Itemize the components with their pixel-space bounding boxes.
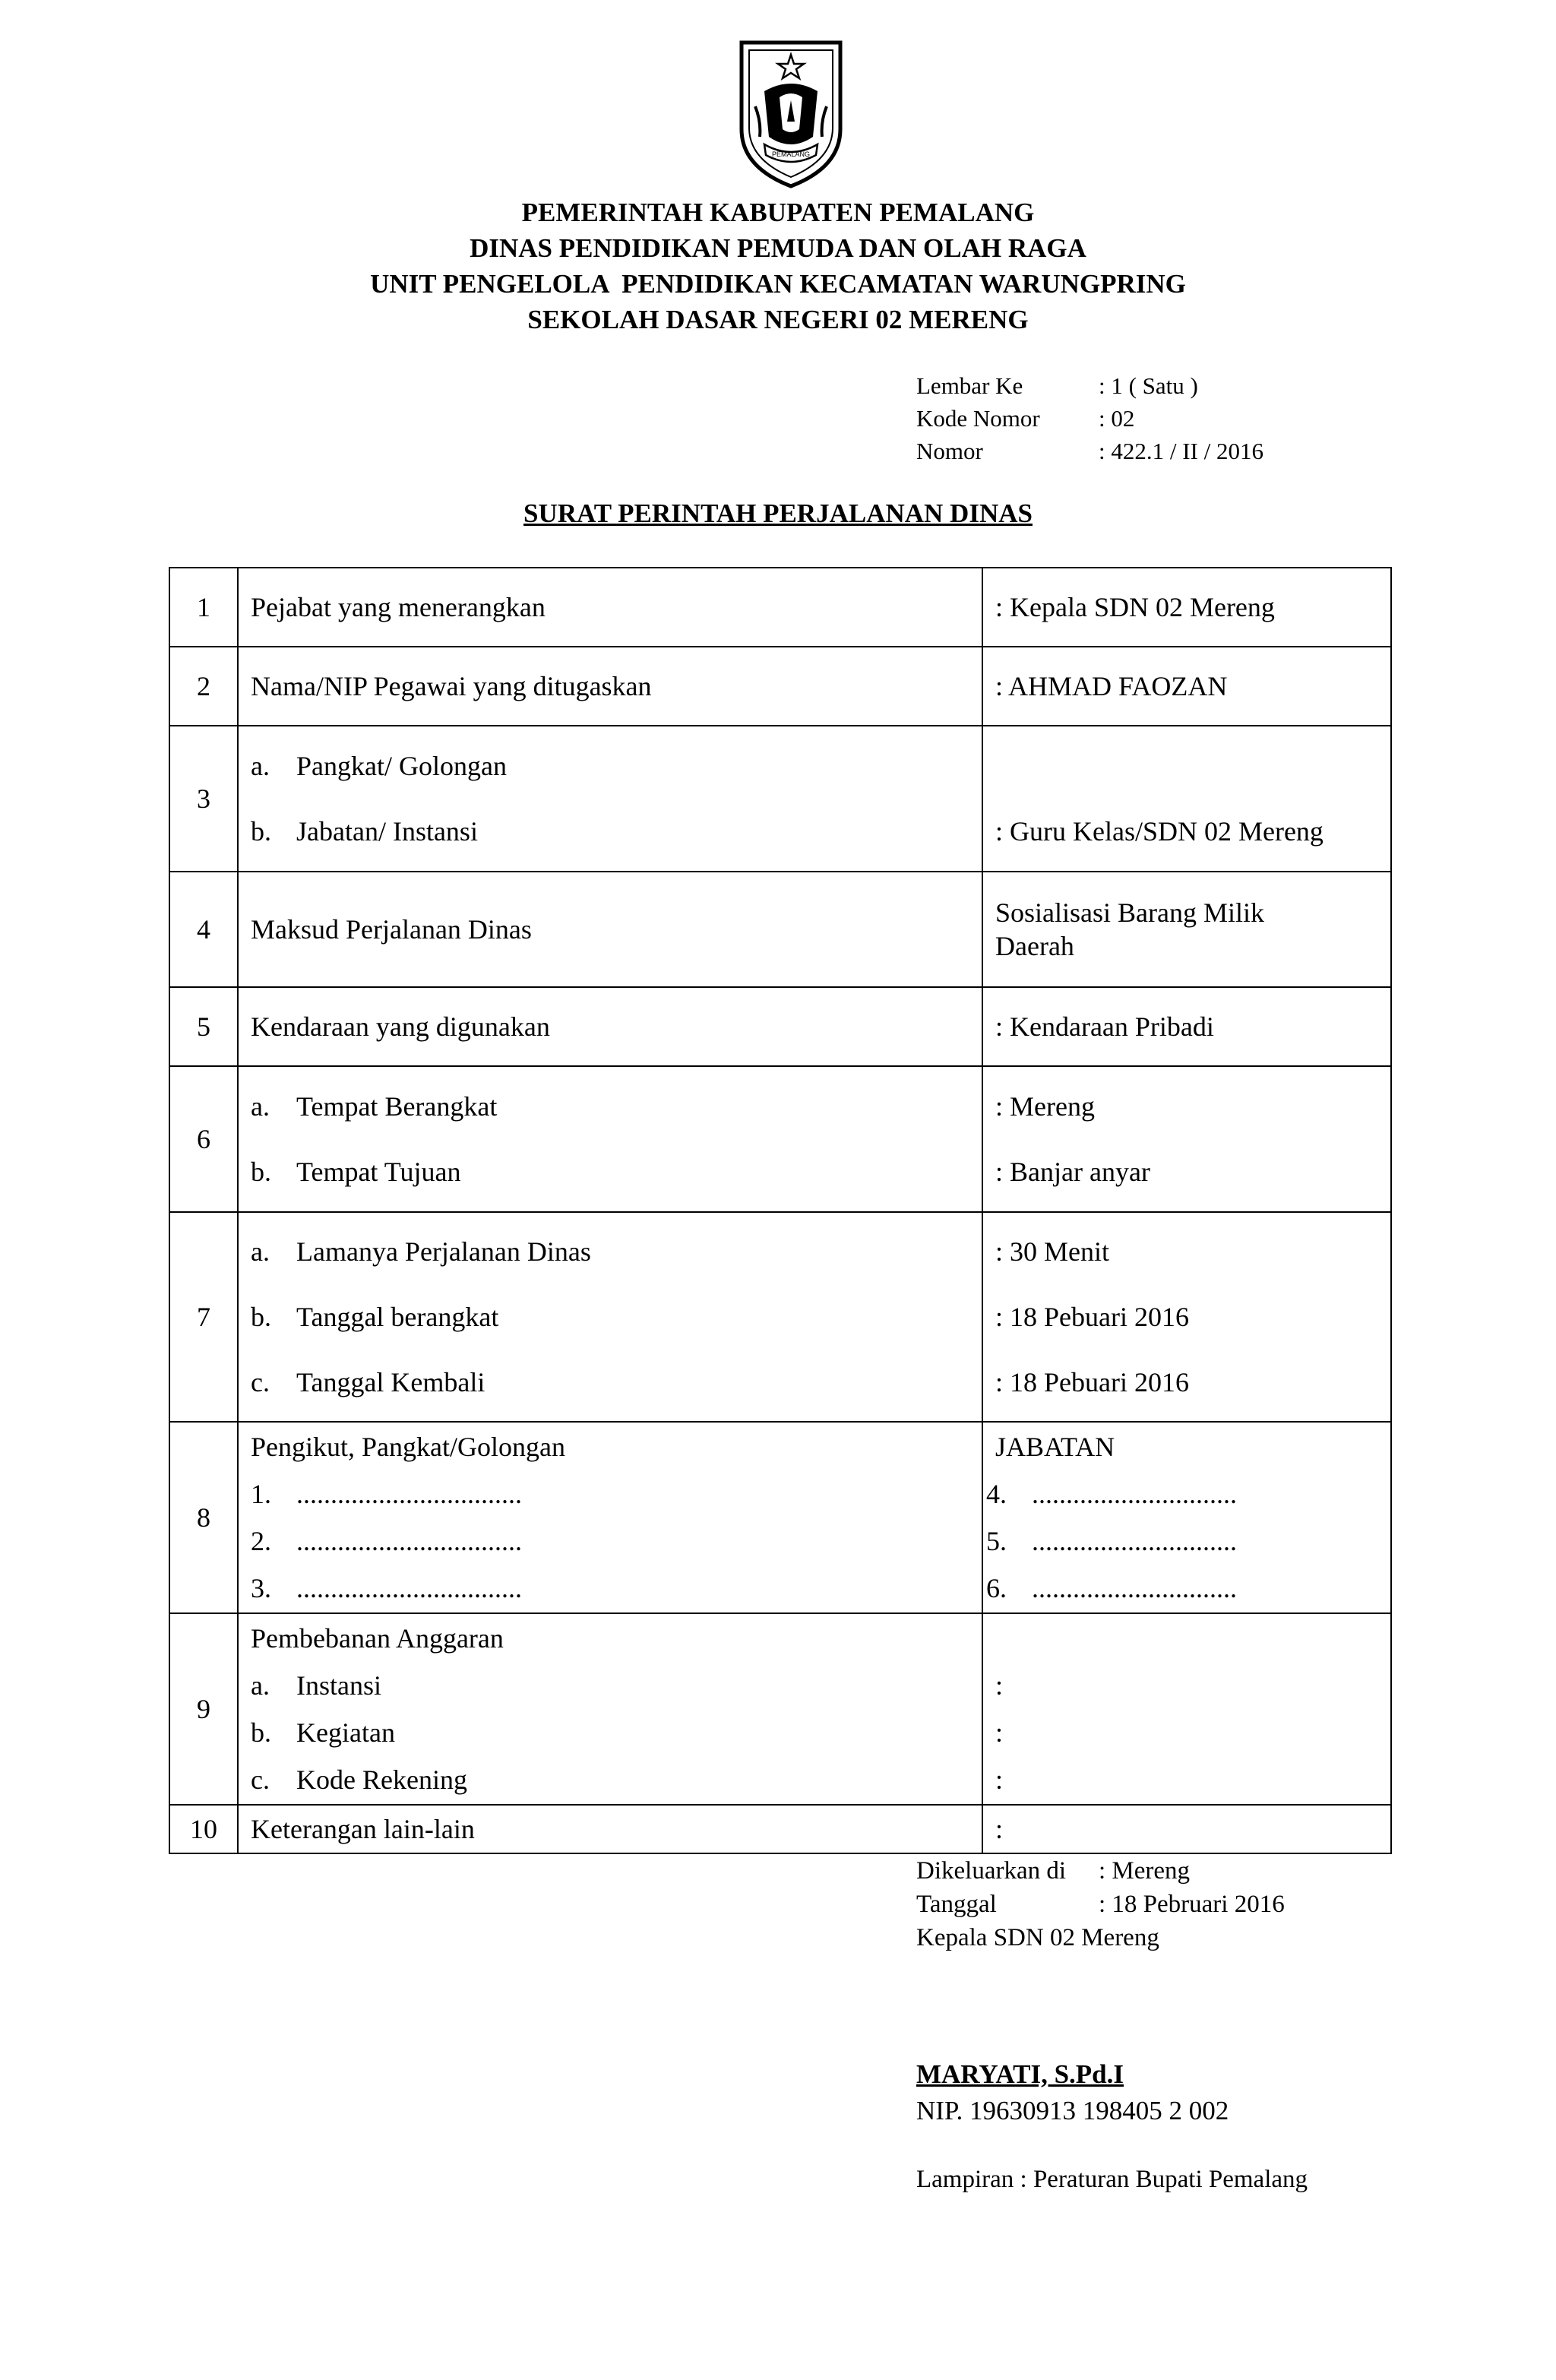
sub-label: Tanggal Kembali xyxy=(296,1367,485,1397)
row-label: Maksud Perjalanan Dinas xyxy=(238,872,982,987)
sub-marker: 5. xyxy=(986,1526,1007,1556)
issued-row xyxy=(916,1888,1285,1921)
follower-slot xyxy=(986,1565,1378,1612)
row-label: Pejabat yang menerangkan xyxy=(238,568,982,647)
issued-value: : 18 Pebruari 2016 xyxy=(1099,1891,1285,1918)
row-number: 9 xyxy=(169,1613,238,1805)
document-title: SURAT PERINTAH PERJALANAN DINAS xyxy=(523,498,1033,528)
sub-item xyxy=(251,1139,969,1204)
blank-line: .............................. xyxy=(1032,1573,1237,1603)
follower-slot xyxy=(986,1470,1378,1518)
sub-marker: 2. xyxy=(251,1526,271,1556)
row-label-group xyxy=(238,1422,982,1613)
table-row xyxy=(169,872,1391,987)
sub-heading: JABATAN xyxy=(995,1432,1115,1462)
sub-value: : xyxy=(995,1717,1004,1748)
sub-item xyxy=(251,799,969,864)
sub-item xyxy=(251,1756,969,1803)
sub-label: Instansi xyxy=(296,1670,381,1701)
sub-marker: 1. xyxy=(251,1479,271,1509)
row-number: 1 xyxy=(169,568,238,647)
attachment-note: Lampiran : Peraturan Bupati Pemalang xyxy=(916,2166,1308,2193)
row-value: : AHMAD FAOZAN xyxy=(982,647,1391,726)
sub-value: : 18 Pebuari 2016 xyxy=(995,1367,1189,1397)
meta-row xyxy=(916,369,1263,402)
letterhead-line-1: PEMERINTAH KABUPATEN PEMALANG xyxy=(521,198,1035,227)
sub-item xyxy=(251,1709,969,1756)
signer-name: MARYATI, S.Pd.I xyxy=(916,2059,1124,2089)
table-row xyxy=(169,568,1391,647)
row-number: 7 xyxy=(169,1212,238,1422)
sub-marker: a. xyxy=(251,1091,270,1122)
row-value-group xyxy=(982,726,1391,872)
sub-marker: b. xyxy=(251,1717,271,1748)
sub-label: Tempat Tujuan xyxy=(296,1157,461,1187)
sub-marker: c. xyxy=(251,1764,270,1795)
sub-value: : Banjar anyar xyxy=(995,1157,1150,1187)
meta-value: : 02 xyxy=(1099,405,1135,432)
sub-value: : xyxy=(995,1764,1004,1795)
sub-label: Lamanya Perjalanan Dinas xyxy=(296,1236,591,1267)
blank-line: .............................. xyxy=(1032,1479,1237,1509)
sub-label: Jabatan/ Instansi xyxy=(296,816,478,847)
signer-block xyxy=(916,2056,1229,2129)
row-label: Kendaraan yang digunakan xyxy=(238,987,982,1066)
row-value-group xyxy=(982,1212,1391,1422)
row-value: : xyxy=(982,1805,1391,1853)
sub-label: Tanggal berangkat xyxy=(296,1302,499,1332)
sub-marker: a. xyxy=(251,751,270,781)
sub-marker: b. xyxy=(251,1157,271,1187)
row-label-group xyxy=(238,1212,982,1422)
sub-marker: b. xyxy=(251,816,271,847)
row-label-group xyxy=(238,726,982,872)
letterhead xyxy=(0,195,1556,337)
meta-label: Nomor xyxy=(916,438,983,464)
row-number: 2 xyxy=(169,647,238,726)
sub-marker: 3. xyxy=(251,1573,271,1603)
blank-line: ................................. xyxy=(296,1526,522,1556)
table-row xyxy=(169,1805,1391,1853)
row-number: 6 xyxy=(169,1066,238,1212)
row-value-group xyxy=(982,1422,1391,1613)
row-label-group xyxy=(238,1613,982,1805)
row-number: 8 xyxy=(169,1422,238,1613)
sub-value: : 30 Menit xyxy=(995,1236,1109,1267)
sub-value xyxy=(995,733,1378,799)
table-row xyxy=(169,1613,1391,1805)
sub-value: : Guru Kelas/SDN 02 Mereng xyxy=(995,816,1324,847)
sub-item xyxy=(251,1074,969,1139)
sub-marker: 6. xyxy=(986,1573,1007,1603)
blank-line: ................................. xyxy=(296,1479,522,1509)
table-row xyxy=(169,647,1391,726)
row-number: 4 xyxy=(169,872,238,987)
blank-line: ................................. xyxy=(296,1573,522,1603)
table-row xyxy=(169,726,1391,872)
sub-item xyxy=(251,733,969,799)
table-row xyxy=(169,1066,1391,1212)
signer-position: Kepala SDN 02 Mereng xyxy=(916,1924,1159,1951)
issued-label: Dikeluarkan di xyxy=(916,1857,1067,1885)
sub-label: Kode Rekening xyxy=(296,1764,467,1795)
sub-value: : 18 Pebuari 2016 xyxy=(995,1302,1189,1332)
row-label: Keterangan lain-lain xyxy=(238,1805,982,1853)
sub-marker: c. xyxy=(251,1367,270,1397)
meta-value: : 1 ( Satu ) xyxy=(1099,372,1198,399)
spacer xyxy=(995,1615,1378,1662)
letterhead-line-3: UNIT PENGELOLA PENDIDIKAN KECAMATAN WARUNGPRING xyxy=(370,269,1186,299)
sub-item xyxy=(251,1219,969,1284)
meta-label: Lembar Ke xyxy=(916,372,1023,399)
follower-slot xyxy=(251,1470,969,1518)
row-value: : Kendaraan Pribadi xyxy=(982,987,1391,1066)
issued-value: : Mereng xyxy=(1099,1857,1191,1885)
follower-slot xyxy=(986,1518,1378,1565)
sub-marker: a. xyxy=(251,1236,270,1267)
sub-marker: a. xyxy=(251,1670,270,1701)
table-row xyxy=(169,987,1391,1066)
row-number: 3 xyxy=(169,726,238,872)
sub-label: Pangkat/ Golongan xyxy=(296,751,507,781)
row-value-group xyxy=(982,1066,1391,1212)
row-number: 10 xyxy=(169,1805,238,1853)
sub-label: Kegiatan xyxy=(296,1717,395,1748)
sub-item xyxy=(251,1662,969,1709)
sub-label: Tempat Berangkat xyxy=(296,1091,498,1122)
sub-value: : xyxy=(995,1670,1004,1701)
signer-nip: NIP. 19630913 198405 2 002 xyxy=(916,2096,1229,2125)
sub-item xyxy=(251,1284,969,1350)
issued-row xyxy=(916,1854,1285,1888)
follower-slot xyxy=(251,1565,969,1612)
sub-heading: Pengikut, Pangkat/Golongan xyxy=(251,1432,565,1462)
row-number: 5 xyxy=(169,987,238,1066)
meta-row xyxy=(916,435,1263,467)
row-label: Nama/NIP Pegawai yang ditugaskan xyxy=(238,647,982,726)
sub-marker: b. xyxy=(251,1302,271,1332)
row-value: Sosialisasi Barang Milik Daerah xyxy=(982,872,1391,987)
letterhead-line-2: DINAS PENDIDIKAN PEMUDA DAN OLAH RAGA xyxy=(470,233,1086,263)
table-row xyxy=(169,1422,1391,1613)
meta-row xyxy=(916,402,1263,435)
letterhead-line-4: SEKOLAH DASAR NEGERI 02 MERENG xyxy=(527,305,1029,334)
sub-value: : Mereng xyxy=(995,1091,1095,1122)
pemalang-crest-logo xyxy=(734,38,848,190)
row-value-group xyxy=(982,1613,1391,1805)
issuance-block xyxy=(916,1854,1285,1954)
row-value: : Kepala SDN 02 Mereng xyxy=(982,568,1391,647)
svg-text:PEMALANG: PEMALANG xyxy=(771,150,811,158)
follower-slot xyxy=(251,1518,969,1565)
sub-item xyxy=(251,1350,969,1415)
travel-order-table xyxy=(169,567,1392,1854)
letter-metadata xyxy=(916,369,1263,467)
row-label-group xyxy=(238,1066,982,1212)
issued-label: Tanggal xyxy=(916,1891,997,1918)
table-row xyxy=(169,1212,1391,1422)
meta-value: : 422.1 / II / 2016 xyxy=(1099,438,1263,464)
sub-marker: 4. xyxy=(986,1479,1007,1509)
sub-heading: Pembebanan Anggaran xyxy=(251,1623,504,1654)
blank-line: .............................. xyxy=(1032,1526,1237,1556)
meta-label: Kode Nomor xyxy=(916,405,1040,432)
